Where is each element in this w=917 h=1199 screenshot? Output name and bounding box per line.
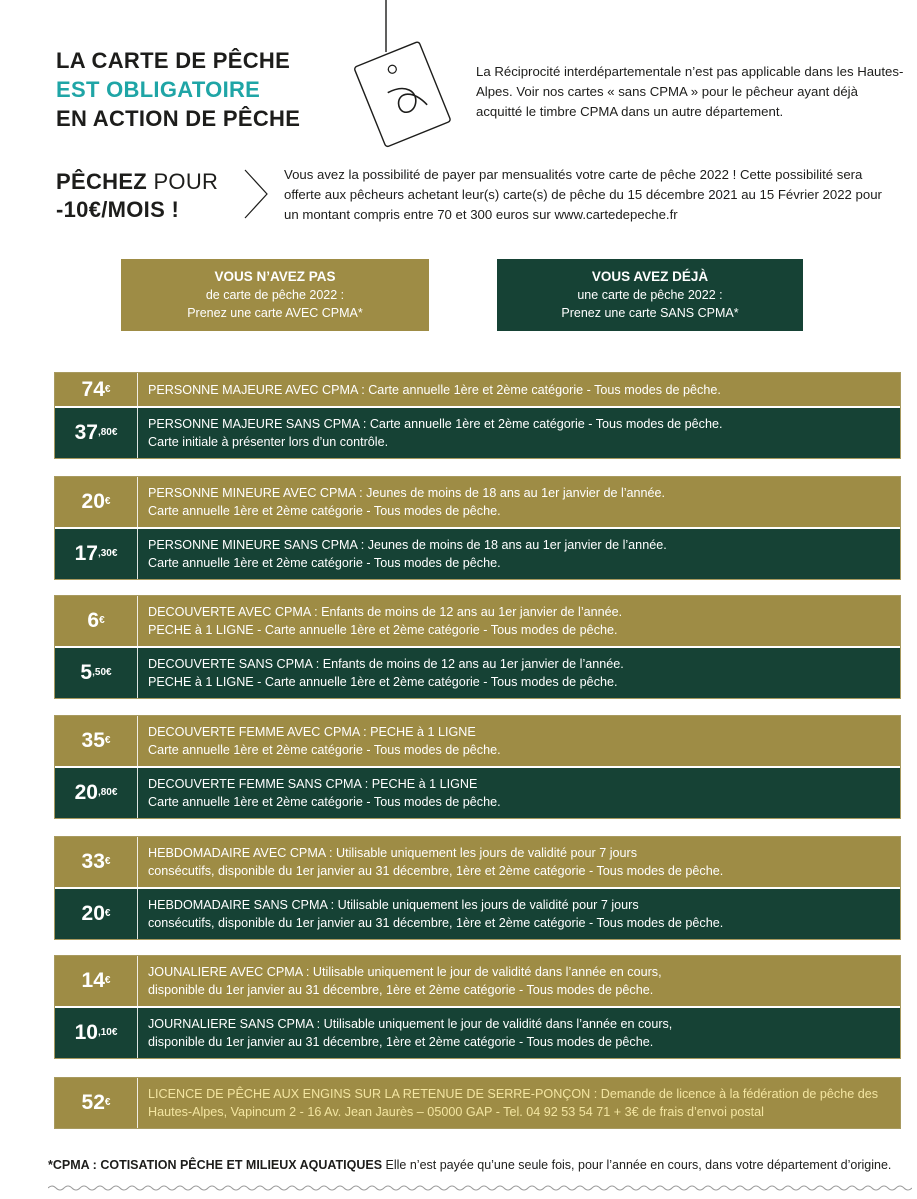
choice-without-card [121, 259, 429, 331]
price-row [55, 596, 900, 646]
price-row [55, 956, 900, 1006]
price-group-licence [55, 1078, 900, 1128]
price-description: HEBDOMADAIRE SANS CPMA : Utilisable uniquement les jours de validité pour 7 jours consécutifs, disponible du 1er janvier au 31 décembre, 1ère et 2ème catégorie - Tous modes de pêche. [148, 898, 724, 930]
choice-without-title: VOUS N’AVEZ PAS [214, 269, 336, 284]
price-description: PERSONNE MAJEURE AVEC CPMA : Carte annuelle 1ère et 2ème catégorie - Tous modes de pêche. [148, 382, 721, 397]
monthly-amount: -10€/MOIS ! [56, 197, 180, 222]
price-cell: 17 ,30€ [55, 529, 138, 579]
price-cell: 33 € [55, 837, 138, 887]
price-group-femme [55, 716, 900, 818]
pour-word: POUR [153, 169, 219, 194]
wave-divider [48, 1180, 912, 1190]
price-description: PERSONNE MINEURE SANS CPMA : Jeunes de moins de 18 ans au 1er janvier de l’année. Carte annuelle 1ère et 2ème catégorie - Tous modes de pêche. [148, 538, 667, 570]
pechez-word: PÊCHEZ [56, 169, 154, 194]
monthly-payment-headline [56, 168, 218, 224]
price-cell: 20 € [55, 477, 138, 527]
price-cell: 10 ,10€ [55, 1008, 138, 1058]
price-row [55, 887, 900, 939]
price-row [55, 837, 900, 887]
price-row [55, 1006, 900, 1058]
chevron-right-icon [243, 168, 269, 220]
price-description: LICENCE DE PÊCHE AUX ENGINS SUR LA RETENUE DE SERRE-PONÇON : Demande de licence à la fédération de pêche des Hautes-Alpes, Vapincum 2 - 16 Av. Jean Jaurès – 05000 GAP - Tel. 04 92 53 54 71 + 3€ de frais d’envoi postal [148, 1087, 879, 1119]
price-cell: 52 € [55, 1078, 138, 1128]
price-cell: 20 ,80€ [55, 768, 138, 818]
price-row [55, 1078, 900, 1128]
title-line-3: EN ACTION DE PÊCHE [56, 106, 301, 131]
title-line-2: EST OBLIGATOIRE [56, 77, 261, 102]
price-group-decouverte [55, 596, 900, 698]
reciprocity-note: La Réciprocité interdépartementale n’est pas applicable dans les Hautes-Alpes. Voir nos cartes « sans CPMA » pour le pêcheur ayant déjà acquitté le timbre CPMA dans un autre département. [476, 64, 904, 119]
price-description: JOUNALIERE AVEC CPMA : Utilisable uniquement le jour de validité dans l’année en cours, disponible du 1er janvier au 31 décembre, 1ère et 2ème catégorie - Tous modes de pêche. [148, 965, 662, 997]
price-group-hebdomadaire [55, 837, 900, 939]
price-description: DECOUVERTE AVEC CPMA : Enfants de moins de 12 ans au 1er janvier de l’année. PECHE à 1 LIGNE - Carte annuelle 1ère et 2ème catégorie - Tous modes de pêche. [148, 605, 623, 637]
price-row [55, 766, 900, 818]
footnote-title: *CPMA : COTISATION PÊCHE ET MILIEUX AQUATIQUES [48, 1158, 383, 1172]
price-row [55, 527, 900, 579]
choice-with-line3: Prenez une carte SANS CPMA* [561, 306, 739, 320]
choice-with-title: VOUS AVEZ DÉJÀ [591, 269, 709, 284]
price-cell: 5 ,50€ [55, 648, 138, 698]
price-cell: 20 € [55, 889, 138, 939]
price-cell: 35 € [55, 716, 138, 766]
price-description: DECOUVERTE FEMME SANS CPMA : PECHE à 1 LIGNE Carte annuelle 1ère et 2ème catégorie - Tous modes de pêche. [148, 777, 501, 809]
price-row [55, 646, 900, 698]
choice-with-line2: une carte de pêche 2022 : [577, 288, 723, 302]
price-description: PERSONNE MINEURE AVEC CPMA : Jeunes de moins de 18 ans au 1er janvier de l’année. Carte annuelle 1ère et 2ème catégorie - Tous modes de pêche. [148, 486, 666, 518]
price-cell: 74 € [55, 373, 138, 406]
price-description: DECOUVERTE FEMME AVEC CPMA : PECHE à 1 LIGNE Carte annuelle 1ère et 2ème catégorie - Tous modes de pêche. [148, 725, 501, 757]
price-cell: 37 ,80€ [55, 408, 138, 458]
price-group-journaliere [55, 956, 900, 1058]
price-row [55, 373, 900, 406]
price-cell: 14 € [55, 956, 138, 1006]
price-cell: 6 € [55, 596, 138, 646]
price-row [55, 477, 900, 527]
choice-without-line3: Prenez une carte AVEC CPMA* [187, 306, 363, 320]
page-title [56, 46, 300, 133]
price-description: JOURNALIERE SANS CPMA : Utilisable uniquement le jour de validité dans l’année en cours, disponible du 1er janvier au 31 décembre, 1ère et 2ème catégorie - Tous modes de pêche. [148, 1017, 673, 1049]
price-description: PERSONNE MAJEURE SANS CPMA : Carte annuelle 1ère et 2ème catégorie - Tous modes de pêche. Carte initiale à présenter lors d’un contrôle. [148, 417, 723, 449]
price-description: DECOUVERTE SANS CPMA : Enfants de moins de 12 ans au 1er janvier de l’année. PECHE à 1 LIGNE - Carte annuelle 1ère et 2ème catégorie - Tous modes de pêche. [148, 657, 624, 689]
choice-without-line2: de carte de pêche 2022 : [205, 288, 345, 302]
monthly-payment-note: Vous avez la possibilité de payer par mensualités votre carte de pêche 2022 ! Cette possibilité sera offerte aux pêcheurs achetant leur(s) carte(s) de pêche du 15 décembre 2021 au 15 Février 2022 pour un montant compris entre 70 et 300 euros sur www.cartedepeche.fr [284, 167, 882, 222]
choice-with-card [497, 259, 803, 331]
title-line-1: LA CARTE DE PÊCHE [56, 48, 291, 73]
footnote-text: Elle n’est payée qu’une seule fois, pour l’année en cours, dans votre département d’origine. [382, 1158, 892, 1172]
price-description: HEBDOMADAIRE AVEC CPMA : Utilisable uniquement les jours de validité pour 7 jours consécutifs, disponible du 1er janvier au 31 décembre, 1ère et 2ème catégorie - Tous modes de pêche. [148, 846, 724, 878]
price-group-mineure [55, 477, 900, 579]
price-group-majeure [55, 373, 900, 458]
fishing-card-tag-icon [350, 0, 460, 150]
price-row [55, 406, 900, 458]
cpma-footnote [48, 1156, 908, 1174]
price-row [55, 716, 900, 766]
